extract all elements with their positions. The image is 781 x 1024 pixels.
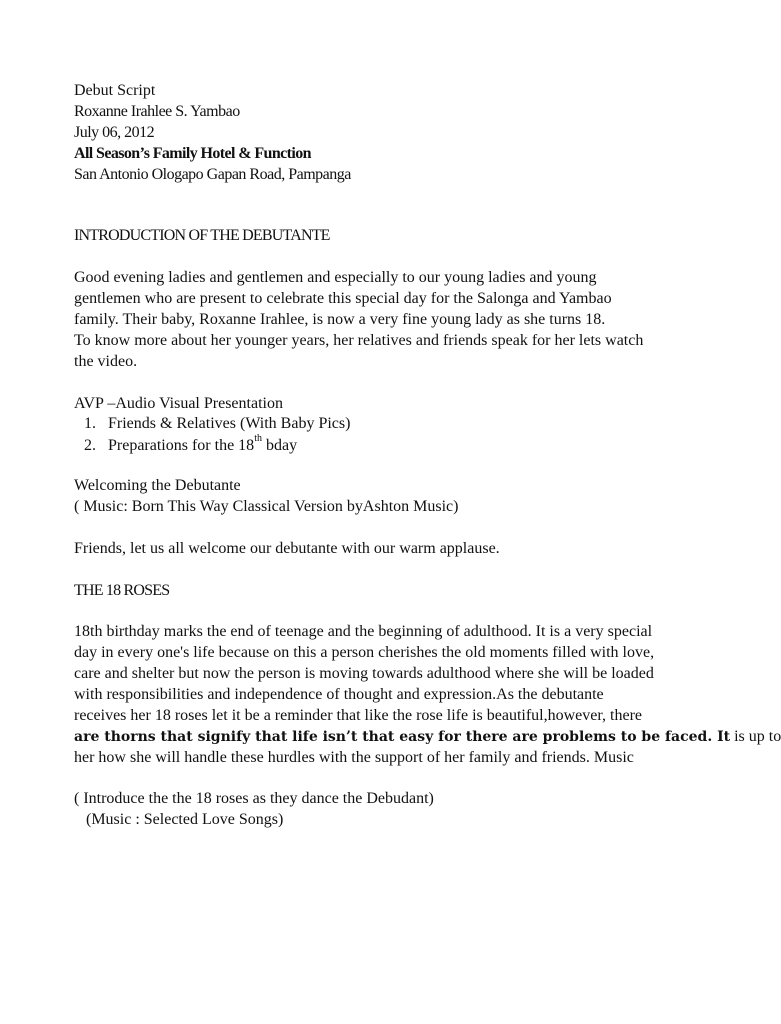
debutante-name: Roxanne Irahlee S. Yambao [74,103,240,120]
avp-heading: AVP –Audio Visual Presentation [74,395,283,412]
welcoming-line: Friends, let us all welcome our debutante with our warm applause. [74,540,500,557]
intro-section [74,225,714,246]
avp-list [74,413,714,456]
roses-music-note: (Music : Selected Love Songs) [86,811,284,828]
list-item [74,413,714,434]
roses-heading: THE 18 ROSES [74,582,170,599]
document-title: Debut Script [74,82,156,99]
welcoming-section [74,475,714,517]
welcoming-text-block [74,538,714,559]
avp-section [74,393,714,414]
welcoming-music: ( Music: Born This Way Classical Version byAshton Music) [74,498,459,515]
roses-section [74,580,714,601]
list-item-text: Preparations for the 18 [108,437,255,454]
roses-line [74,726,781,747]
roses-note: ( Introduce the the 18 roses as they dance the Debudant) [74,790,434,807]
roses-line: receives her 18 roses let it be a reminder that like the rose life is beautiful,however, there [74,707,643,724]
list-number: 2. [84,437,96,454]
intro-line: To know more about her younger years, her relatives and friends speak for her lets watch [74,332,644,349]
welcoming-heading: Welcoming the Debutante [74,477,241,494]
roses-line: with responsibilities and independence of thought and expression.As the debutante [74,686,604,703]
roses-line: day in every one's life because on this a person cherishes the old moments filled with love, [74,644,655,661]
list-item [74,435,714,456]
intro-line: family. Their baby, Roxanne Irahlee, is now a very fine young lady as she turns 18. [74,311,606,328]
intro-line: gentlemen who are present to celebrate this special day for the Salonga and Yambao [74,290,612,307]
event-date: July 06, 2012 [74,124,155,141]
intro-paragraph [74,267,714,372]
roses-line: her how she will handle these hurdles with the support of her family and friends. Music [74,749,634,766]
intro-line: Good evening ladies and gentlemen and especially to our young ladies and young [74,269,597,286]
list-item-text-end: bday [261,437,298,454]
superscript-th: th [254,433,262,444]
roses-paragraph [74,621,781,768]
event-venue: All Season’s Family Hotel & Function [74,145,311,162]
intro-heading: INTRODUCTION OF THE DEBUTANTE [74,227,330,244]
roses-bold-text: are thorns that signify that life isn’t that easy for there are problems to be faced. It [74,729,731,745]
roses-line: 18th birthday marks the end of teenage and the beginning of adulthood. It is a very special [74,623,653,640]
event-address: San Antonio Ologapo Gapan Road, Pampanga [74,166,351,183]
list-number: 1. [84,415,96,432]
header-block [74,80,714,185]
roses-notes [74,788,714,830]
roses-line-rest: is up to [730,728,781,745]
list-item-text: Friends & Relatives (With Baby Pics) [108,415,351,432]
intro-line: the video. [74,353,138,370]
roses-line: care and shelter but now the person is moving towards adulthood where she will be loaded [74,665,654,682]
